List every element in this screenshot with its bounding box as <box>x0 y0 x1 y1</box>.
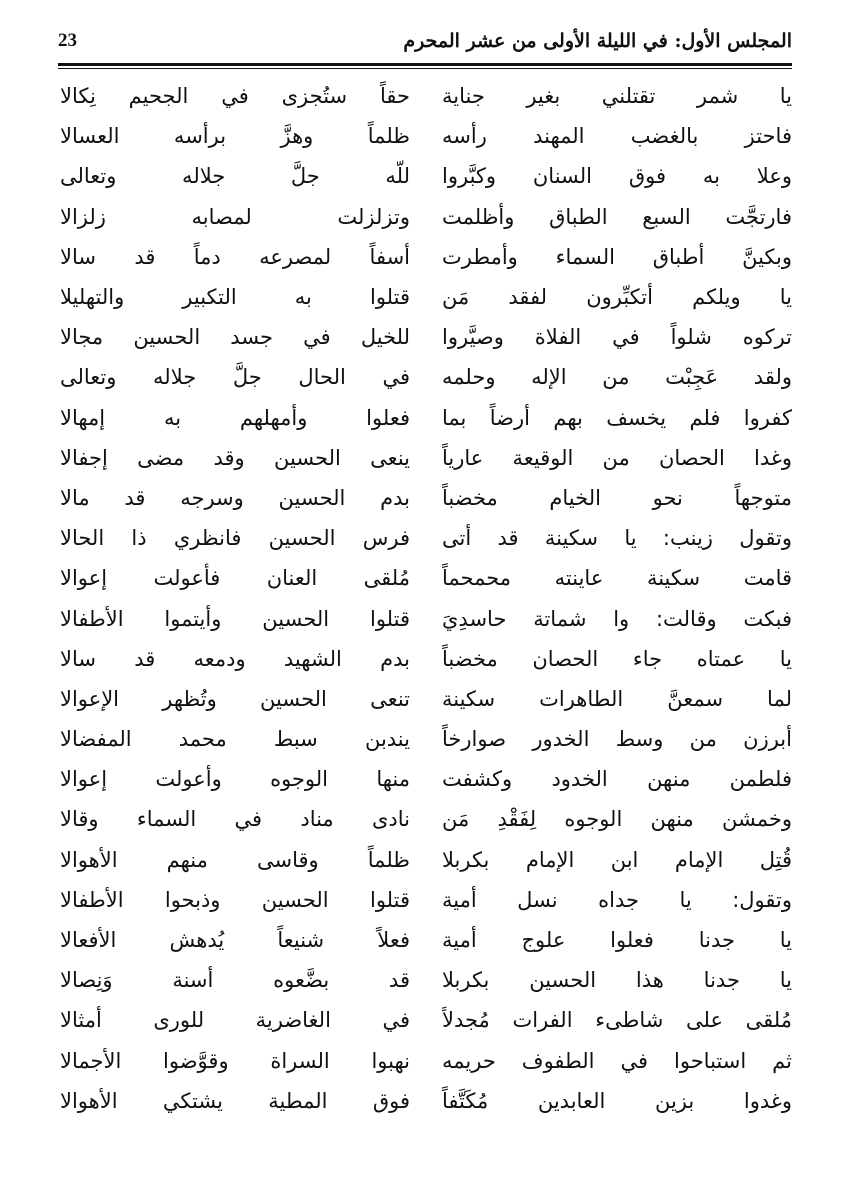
first-hemistich: مُلقى على شاطىء الفرات مُجدلاً <box>442 1008 792 1033</box>
verse-line <box>60 277 792 317</box>
first-hemistich: وغدوا بزين العابدين مُكَتَّفاً <box>442 1088 792 1113</box>
verse-line <box>60 156 792 196</box>
second-hemistich: يندبن سبط محمد المفضالا <box>60 727 410 752</box>
verse-line <box>60 1000 792 1040</box>
first-hemistich: يا جدنا فعلوا علوج أمية <box>442 928 792 953</box>
second-hemistich: أسفاً لمصرعه دماً قد سالا <box>60 244 410 269</box>
first-hemistich: أبرزن من وسط الخدور صوارخاً <box>442 727 792 752</box>
second-hemistich: منها الوجوه وأعولت إعوالا <box>60 767 410 792</box>
second-hemistich: للّه جلَّ جلاله وتعالى <box>60 164 410 189</box>
first-hemistich: وخمشن منهن الوجوه لِفَقْدِ مَن <box>442 807 792 832</box>
chapter-title: المجلس الأول: في الليلة الأولى من عشر المحرم <box>403 30 792 52</box>
first-hemistich: فبكت وقالت: وا شماتة حاسدِيَ <box>442 606 792 631</box>
second-hemistich: فرس الحسين فانظري ذا الحالا <box>60 526 410 551</box>
header-rule-thin <box>58 68 792 69</box>
verse-line <box>60 598 792 638</box>
first-hemistich: فاحتز بالغضب المهند رأسه <box>442 124 792 149</box>
verse-line <box>60 759 792 799</box>
second-hemistich: فوق المطية يشتكي الأهوالا <box>60 1088 410 1113</box>
verse-line <box>60 317 792 357</box>
second-hemistich: في الغاضرية للورى أمثالا <box>60 1008 410 1033</box>
second-hemistich: بدم الشهيد ودمعه قد سالا <box>60 646 410 671</box>
running-header <box>58 28 792 62</box>
first-hemistich: يا عمتاه جاء الحصان مخضباً <box>442 646 792 671</box>
first-hemistich: قامت سكينة عاينته محمحماً <box>442 566 792 591</box>
page-number: 23 <box>58 30 77 51</box>
second-hemistich: للخيل في جسد الحسين مجالا <box>60 325 410 350</box>
first-hemistich: متوجهاً نحو الخيام مخضباً <box>442 485 792 510</box>
verse-line <box>60 1041 792 1081</box>
first-hemistich: تركوه شلواً في الفلاة وصيَّروا <box>442 325 792 350</box>
first-hemistich: وتقول زينب: يا سكينة قد أتى <box>442 526 792 551</box>
first-hemistich: يا جدنا هذا الحسين بكربلا <box>442 968 792 993</box>
verse-line <box>60 558 792 598</box>
verse-line <box>60 799 792 839</box>
second-hemistich: حقاً ستُجزى في الجحيم نِكالا <box>60 84 410 109</box>
header-rule-thick <box>58 63 792 66</box>
second-hemistich: تنعى الحسين وتُظهر الإعوالا <box>60 686 410 711</box>
verse-line <box>60 438 792 478</box>
first-hemistich: وتقول: يا جداه نسل أمية <box>442 887 792 912</box>
first-hemistich: فارتجَّت السبع الطباق وأظلمت <box>442 204 792 229</box>
verse-line <box>60 920 792 960</box>
second-hemistich: بدم الحسين وسرجه قد مالا <box>60 485 410 510</box>
second-hemistich: ينعى الحسين وقد مضى إجفالا <box>60 445 410 470</box>
second-hemistich: قتلوا به التكبير والتهليلا <box>60 285 410 310</box>
first-hemistich: فلطمن منهن الخدود وكشفت <box>442 767 792 792</box>
first-hemistich: ولقد عَجِبْت من الإله وحلمه <box>442 365 792 390</box>
second-hemistich: نادى مناد في السماء وقالا <box>60 807 410 832</box>
second-hemistich: قتلوا الحسين وذبحوا الأطفالا <box>60 887 410 912</box>
poem-body <box>60 76 792 1121</box>
verse-line <box>60 639 792 679</box>
second-hemistich: ظلماً وهزَّ برأسه العسالا <box>60 124 410 149</box>
second-hemistich: قتلوا الحسين وأيتموا الأطفالا <box>60 606 410 631</box>
first-hemistich: يا شمر تقتلني بغير جناية <box>442 84 792 109</box>
first-hemistich: كفروا فلم يخسف بهم أرضاً بما <box>442 405 792 430</box>
second-hemistich: في الحال جلَّ جلاله وتعالى <box>60 365 410 390</box>
second-hemistich: فعلوا وأمهلهم به إمهالا <box>60 405 410 430</box>
first-hemistich: وغدا الحصان من الوقيعة عارياً <box>442 445 792 470</box>
first-hemistich: ثم استباحوا في الطفوف حريمه <box>442 1048 792 1073</box>
first-hemistich: لما سمعنَّ الطاهرات سكينة <box>442 686 792 711</box>
first-hemistich: يا ويلكم أتكبِّرون لفقد مَن <box>442 285 792 310</box>
verse-line <box>60 398 792 438</box>
first-hemistich: وعلا به فوق السنان وكبَّروا <box>442 164 792 189</box>
verse-line <box>60 840 792 880</box>
first-hemistich: قُتِل الإمام ابن الإمام بكربلا <box>442 847 792 872</box>
second-hemistich: قد بضَّعوه أسنة وَنِصالا <box>60 968 410 993</box>
second-hemistich: ظلماً وقاسى منهم الأهوالا <box>60 847 410 872</box>
verse-line <box>60 1081 792 1121</box>
verse-line <box>60 237 792 277</box>
verse-line <box>60 518 792 558</box>
verse-line <box>60 719 792 759</box>
verse-line <box>60 960 792 1000</box>
verse-line <box>60 679 792 719</box>
verse-line <box>60 478 792 518</box>
second-hemistich: نهبوا السراة وقوَّضوا الأجمالا <box>60 1048 410 1073</box>
verse-line <box>60 357 792 397</box>
verse-line <box>60 76 792 116</box>
second-hemistich: مُلقى العنان فأعولت إعوالا <box>60 566 410 591</box>
verse-line <box>60 116 792 156</box>
verse-line <box>60 880 792 920</box>
first-hemistich: وبكينَّ أطباق السماء وأمطرت <box>442 244 792 269</box>
second-hemistich: وتزلزلت لمصابه زلزالا <box>60 204 410 229</box>
verse-line <box>60 197 792 237</box>
second-hemistich: فعلاً شنيعاً يُدهش الأفعالا <box>60 928 410 953</box>
